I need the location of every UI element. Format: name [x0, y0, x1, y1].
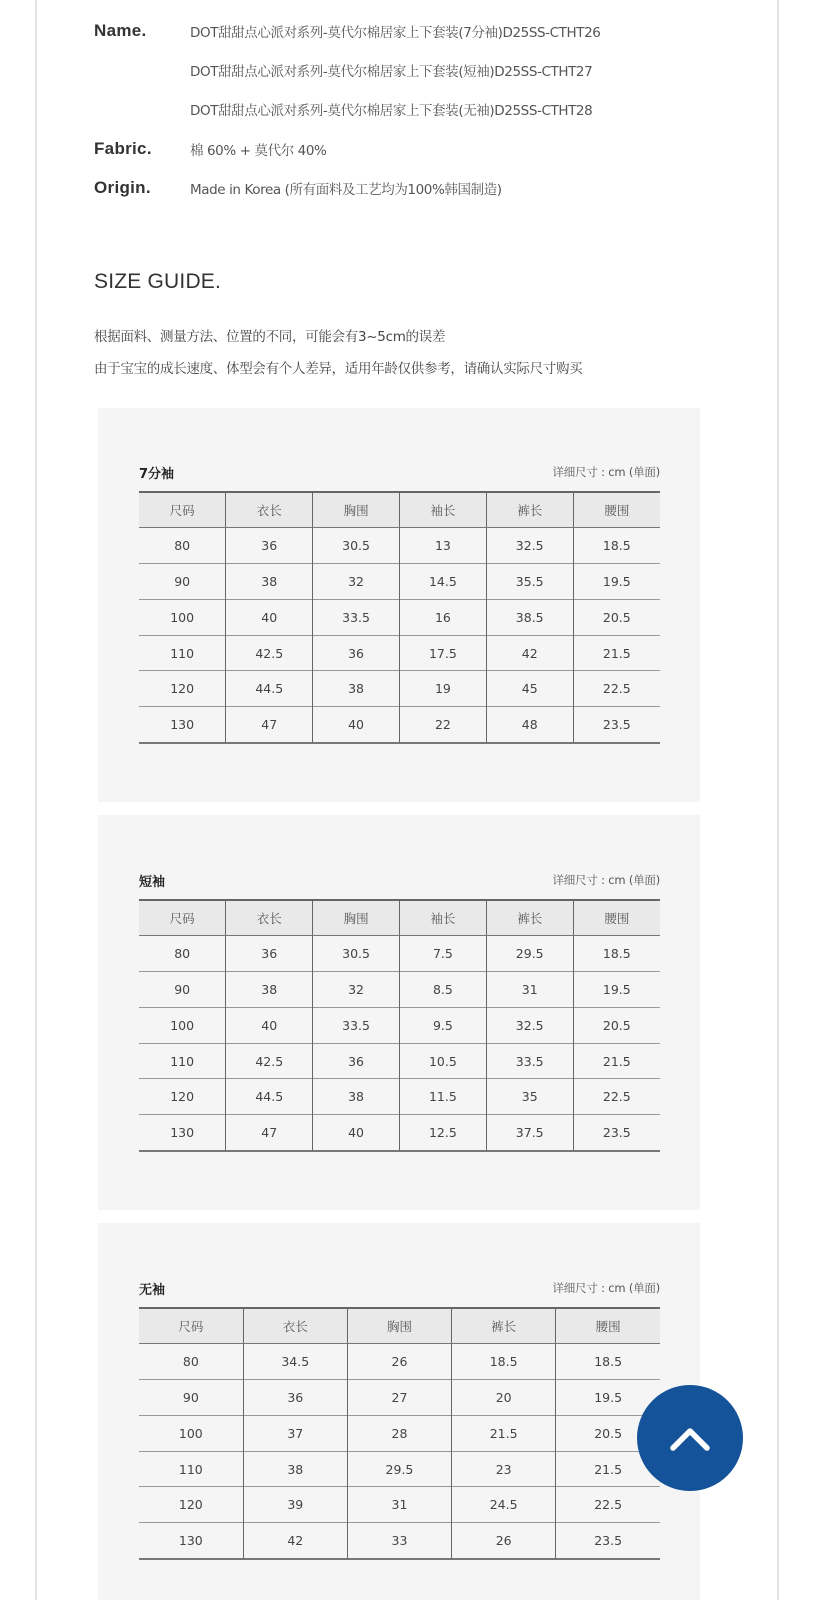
table-row [139, 1079, 660, 1115]
table-cell: 80 [139, 1344, 243, 1380]
size-panel-sleeveless [98, 1223, 700, 1600]
table-cell: 27 [347, 1380, 451, 1416]
size-guide-heading: SIZE GUIDE. [94, 270, 222, 293]
table-row [139, 1523, 660, 1559]
table-cell: 48 [486, 707, 573, 743]
fabric-label: Fabric. [94, 139, 152, 158]
header-cell: 腰围 [573, 492, 660, 528]
chevron-up-icon [668, 1423, 712, 1453]
header-cell: 裤长 [486, 492, 573, 528]
table-cell: 38 [226, 972, 313, 1008]
table-cell: 19 [399, 671, 486, 707]
table-cell: 32.5 [486, 1007, 573, 1043]
table-cell: 44.5 [226, 671, 313, 707]
table-cell: 32 [313, 564, 400, 600]
table-cell: 38 [313, 671, 400, 707]
table-cell: 14.5 [399, 564, 486, 600]
table-cell: 130 [139, 1523, 243, 1559]
table-cell: 37 [243, 1415, 347, 1451]
table-header-row [139, 1308, 660, 1344]
table-row [139, 564, 660, 600]
table-row [139, 1007, 660, 1043]
table-row [139, 599, 660, 635]
product-name-2: DOT甜甜点心派对系列-莫代尔棉居家上下套装(短袖)D25SS-CTHT27 [190, 64, 593, 80]
table-cell: 19.5 [573, 564, 660, 600]
table-row [139, 1115, 660, 1151]
table-cell: 37.5 [486, 1115, 573, 1151]
table-header-row [139, 492, 660, 528]
table-cell: 28 [347, 1415, 451, 1451]
table-cell: 33.5 [486, 1043, 573, 1079]
table-cell: 38 [226, 564, 313, 600]
table-row [139, 1451, 660, 1487]
fabric-value: 棉 60% + 莫代尔 40% [190, 143, 327, 159]
table-cell: 18.5 [452, 1344, 556, 1380]
table-row [139, 1043, 660, 1079]
header-cell: 裤长 [452, 1308, 556, 1344]
table-cell: 120 [139, 671, 226, 707]
table-cell: 32 [313, 972, 400, 1008]
table-cell: 40 [313, 707, 400, 743]
size-note-2: 由于宝宝的成长速度、体型会有个人差异，适用年龄仅供参考，请确认实际尺寸购买 [94, 361, 583, 377]
table-cell: 130 [139, 707, 226, 743]
fabric-row [94, 137, 327, 161]
table-cell: 26 [452, 1523, 556, 1559]
table-cell: 42 [243, 1523, 347, 1559]
table-cell: 31 [347, 1487, 451, 1523]
table-cell: 100 [139, 1007, 226, 1043]
table-cell: 29.5 [486, 936, 573, 972]
table-cell: 30.5 [313, 528, 400, 564]
table-cell: 21.5 [556, 1451, 660, 1487]
table-cell: 19.5 [556, 1380, 660, 1416]
table-row [139, 936, 660, 972]
table-row [139, 528, 660, 564]
table-cell: 18.5 [573, 528, 660, 564]
table-row [139, 1487, 660, 1523]
header-cell: 腰围 [573, 900, 660, 936]
size-table [139, 1307, 660, 1560]
size-panel-short-sleeve [98, 815, 700, 1210]
panel-title: 无袖 [139, 1283, 166, 1298]
table-cell: 33 [347, 1523, 451, 1559]
table-header-row [139, 900, 660, 936]
header-cell: 尺码 [139, 492, 226, 528]
table-cell: 38.5 [486, 599, 573, 635]
table-cell: 20.5 [573, 1007, 660, 1043]
unit-note: 详细尺寸 : cm (单面) [552, 1281, 660, 1295]
table-cell: 90 [139, 564, 226, 600]
product-name-3: DOT甜甜点心派对系列-莫代尔棉居家上下套装(无袖)D25SS-CTHT28 [190, 103, 593, 119]
table-cell: 90 [139, 1380, 243, 1416]
table-cell: 36 [243, 1380, 347, 1416]
table-cell: 40 [226, 599, 313, 635]
origin-row [94, 176, 502, 200]
table-cell: 40 [226, 1007, 313, 1043]
table-cell: 10.5 [399, 1043, 486, 1079]
name-row [94, 19, 601, 43]
table-cell: 36 [226, 528, 313, 564]
table-cell: 19.5 [573, 972, 660, 1008]
table-cell: 80 [139, 528, 226, 564]
table-cell: 32.5 [486, 528, 573, 564]
size-table [139, 899, 660, 1152]
table-row [139, 671, 660, 707]
table-cell: 21.5 [573, 635, 660, 671]
header-cell: 尺码 [139, 900, 226, 936]
table-cell: 36 [226, 936, 313, 972]
header-cell: 胸围 [313, 900, 400, 936]
table-cell: 90 [139, 972, 226, 1008]
table-cell: 47 [226, 707, 313, 743]
table-cell: 22.5 [573, 671, 660, 707]
header-cell: 裤长 [486, 900, 573, 936]
table-cell: 20 [452, 1380, 556, 1416]
table-cell: 36 [313, 1043, 400, 1079]
name-row-2 [190, 58, 592, 82]
table-cell: 20.5 [573, 599, 660, 635]
table-cell: 8.5 [399, 972, 486, 1008]
table-cell: 45 [486, 671, 573, 707]
table-cell: 42.5 [226, 635, 313, 671]
header-cell: 衣长 [226, 492, 313, 528]
table-row [139, 635, 660, 671]
unit-note: 详细尺寸 : cm (单面) [552, 873, 660, 887]
table-cell: 38 [313, 1079, 400, 1115]
table-cell: 130 [139, 1115, 226, 1151]
page-right-border [777, 0, 779, 1600]
table-cell: 13 [399, 528, 486, 564]
size-table [139, 491, 660, 744]
table-cell: 110 [139, 1043, 226, 1079]
table-cell: 18.5 [573, 936, 660, 972]
table-row [139, 1344, 660, 1380]
table-cell: 36 [313, 635, 400, 671]
table-cell: 110 [139, 635, 226, 671]
panel-title: 短袖 [139, 875, 166, 890]
table-cell: 23.5 [556, 1523, 660, 1559]
table-cell: 35 [486, 1079, 573, 1115]
table-row [139, 1415, 660, 1451]
header-cell: 胸围 [313, 492, 400, 528]
table-cell: 20.5 [556, 1415, 660, 1451]
table-cell: 23.5 [573, 707, 660, 743]
table-cell: 100 [139, 599, 226, 635]
product-name-1: DOT甜甜点心派对系列-莫代尔棉居家上下套装(7分袖)D25SS-CTHT26 [190, 25, 601, 41]
table-cell: 40 [313, 1115, 400, 1151]
table-cell: 7.5 [399, 936, 486, 972]
table-cell: 23.5 [573, 1115, 660, 1151]
header-cell: 袖长 [399, 492, 486, 528]
table-cell: 33.5 [313, 599, 400, 635]
table-cell: 11.5 [399, 1079, 486, 1115]
table-cell: 38 [243, 1451, 347, 1487]
table-cell: 35.5 [486, 564, 573, 600]
origin-label: Origin. [94, 178, 151, 197]
table-cell: 31 [486, 972, 573, 1008]
table-cell: 120 [139, 1487, 243, 1523]
table-cell: 110 [139, 1451, 243, 1487]
table-cell: 39 [243, 1487, 347, 1523]
table-cell: 42 [486, 635, 573, 671]
header-cell: 胸围 [347, 1308, 451, 1344]
origin-value: Made in Korea (所有面料及工艺均为100%韩国制造) [190, 182, 502, 198]
size-panel-7-sleeve [98, 408, 700, 802]
table-cell: 29.5 [347, 1451, 451, 1487]
table-cell: 21.5 [573, 1043, 660, 1079]
page-left-border [35, 0, 37, 1600]
table-cell: 22 [399, 707, 486, 743]
name-row-3 [190, 97, 592, 121]
table-cell: 22.5 [573, 1079, 660, 1115]
header-cell: 衣长 [243, 1308, 347, 1344]
table-cell: 42.5 [226, 1043, 313, 1079]
table-cell: 21.5 [452, 1415, 556, 1451]
header-cell: 尺码 [139, 1308, 243, 1344]
table-cell: 33.5 [313, 1007, 400, 1043]
unit-note: 详细尺寸 : cm (单面) [552, 465, 660, 479]
table-cell: 22.5 [556, 1487, 660, 1523]
table-cell: 30.5 [313, 936, 400, 972]
table-cell: 23 [452, 1451, 556, 1487]
table-cell: 47 [226, 1115, 313, 1151]
table-cell: 16 [399, 599, 486, 635]
table-cell: 100 [139, 1415, 243, 1451]
size-note-1: 根据面料、测量方法、位置的不同，可能会有3~5cm的误差 [94, 329, 446, 345]
header-cell: 腰围 [556, 1308, 660, 1344]
header-cell: 衣长 [226, 900, 313, 936]
table-cell: 9.5 [399, 1007, 486, 1043]
table-row [139, 707, 660, 743]
table-cell: 34.5 [243, 1344, 347, 1380]
table-cell: 26 [347, 1344, 451, 1380]
panel-title: 7分袖 [139, 467, 175, 482]
name-label: Name. [94, 21, 147, 40]
table-cell: 17.5 [399, 635, 486, 671]
table-row [139, 972, 660, 1008]
table-row [139, 1380, 660, 1416]
table-cell: 120 [139, 1079, 226, 1115]
table-cell: 12.5 [399, 1115, 486, 1151]
table-cell: 18.5 [556, 1344, 660, 1380]
table-cell: 44.5 [226, 1079, 313, 1115]
table-cell: 80 [139, 936, 226, 972]
scroll-to-top-button[interactable] [637, 1385, 743, 1491]
table-cell: 24.5 [452, 1487, 556, 1523]
header-cell: 袖长 [399, 900, 486, 936]
